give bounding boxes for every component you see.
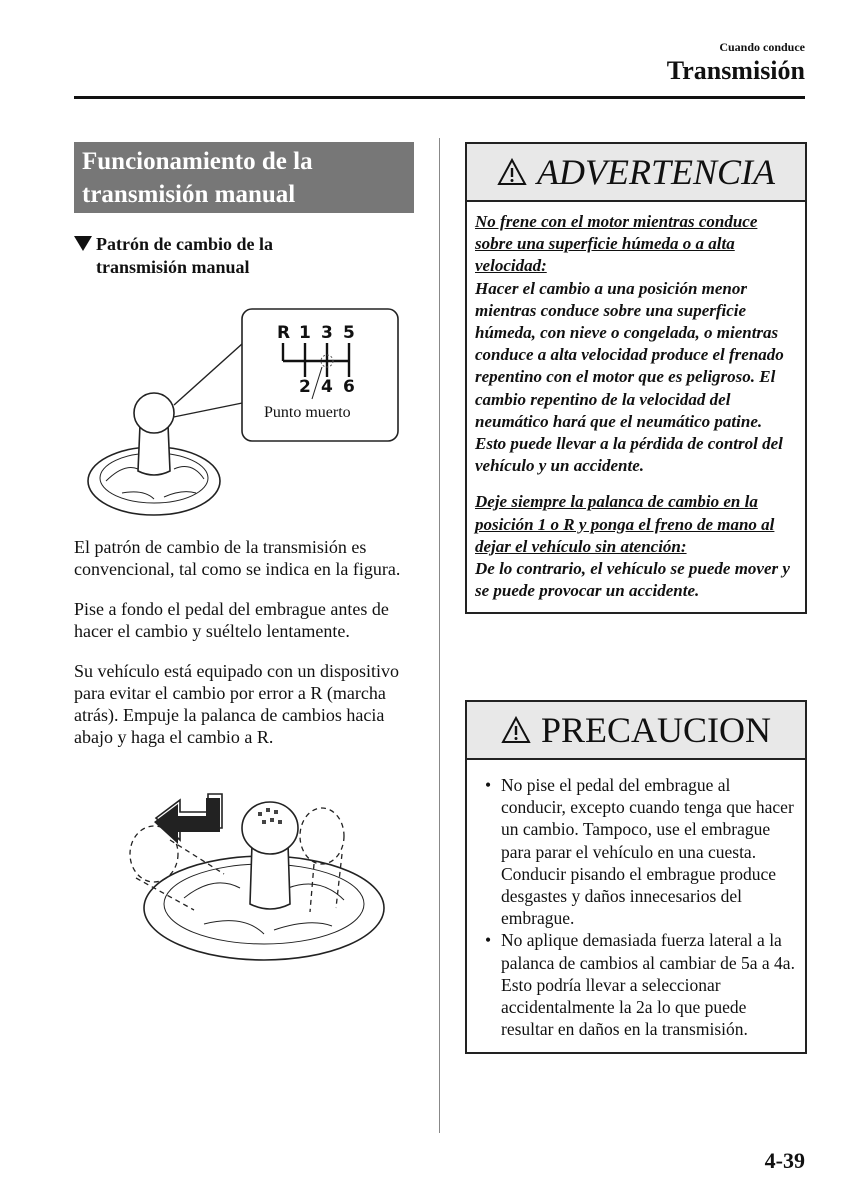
column-divider bbox=[439, 138, 440, 1133]
caution-triangle-icon bbox=[501, 716, 531, 744]
caution-bullet-2: • No aplique demasiada fuerza lateral a la palanca de cambios al cambiar de 5a a 4a. Esto podría llevar a seleccionar accidentalmente la 2a lo que puede resultar en daños en la transmisión. bbox=[485, 930, 795, 1040]
warning-body bbox=[467, 202, 805, 612]
section-title: Funcionamiento de la transmisión manual bbox=[74, 142, 414, 213]
header-rule bbox=[74, 96, 805, 99]
warning-header bbox=[467, 144, 805, 202]
gear-label-5: 5 bbox=[343, 323, 355, 343]
reverse-shift-illustration bbox=[74, 778, 414, 968]
caution-bullet-1: • No pise el pedal del embrague al conducir, excepto cuando tenga que hacer un cambio. Tampoco, use el embrague para parar el vehículo en una cuesta. Conducir pisando el embrague produce desgastes y daños innecesarios del embrague. bbox=[485, 775, 794, 929]
caution-box bbox=[465, 700, 807, 1054]
gear-label-2: 2 bbox=[299, 377, 311, 397]
subheading: Patrón de cambio de la transmisión manual bbox=[74, 233, 414, 279]
reverse-shift-figure bbox=[74, 778, 414, 968]
bullet-dot-icon: • bbox=[485, 775, 492, 795]
neutral-label: Punto muerto bbox=[264, 404, 351, 421]
shift-pattern-figure bbox=[74, 293, 414, 518]
warning-heading-1: No frene con el motor mientras conduce sobre una superficie húmeda o a alta velocidad: bbox=[475, 212, 758, 276]
warning-text-2: De lo contrario, el vehículo se puede mover y se puede provocar un accidente. bbox=[475, 559, 790, 601]
shift-knob-illustration bbox=[74, 293, 414, 518]
gear-label-4: 4 bbox=[321, 377, 333, 397]
warning-title: ADVERTENCIA bbox=[537, 152, 775, 192]
paragraph-1: El patrón de cambio de la transmisión es convencional, tal como se indica en la figura. bbox=[74, 537, 401, 579]
gear-label-1: 1 bbox=[299, 323, 311, 343]
caution-body bbox=[467, 760, 805, 1052]
paragraph-3: Su vehículo está equipado con un dispositivo para evitar el cambio por error a R (marcha atrás). Empuje la palanca de cambios hacia abajo y haga el cambio a R. bbox=[74, 661, 399, 747]
triangle-bullet-icon bbox=[74, 236, 92, 251]
warning-box bbox=[465, 142, 807, 614]
gear-label-6: 6 bbox=[343, 377, 355, 397]
header-title: Transmisión bbox=[666, 56, 805, 85]
left-column bbox=[74, 142, 414, 968]
caution-title: PRECAUCION bbox=[540, 710, 772, 750]
warning-triangle-icon bbox=[497, 158, 527, 186]
warning-heading-2: Deje siempre la palanca de cambio en la posición 1 o R y ponga el freno de mano al dejar el vehículo sin atención: bbox=[475, 492, 775, 556]
page-number: 4-39 bbox=[764, 1148, 805, 1173]
gear-label-r: R bbox=[277, 323, 291, 343]
bullet-dot-icon: • bbox=[485, 930, 492, 951]
caution-header bbox=[467, 702, 805, 760]
paragraph-2: Pise a fondo el pedal del embrague antes de hacer el cambio y suéltelo lentamente. bbox=[74, 599, 389, 641]
header-section: Cuando conduce bbox=[719, 40, 805, 54]
gear-label-3: 3 bbox=[321, 323, 333, 343]
warning-text-1: Hacer el cambio a una posición menor mientras conduce sobre una superficie húmeda, con nieve o congelada, o mientras conduce a alta velocidad produce el frenado repentino con el motor que es peligroso. El cambio repentino de la velocidad del neumático hará que el neumático patine. Esto puede llevar a la pérdida de control del vehículo y un accidente. bbox=[475, 278, 784, 476]
